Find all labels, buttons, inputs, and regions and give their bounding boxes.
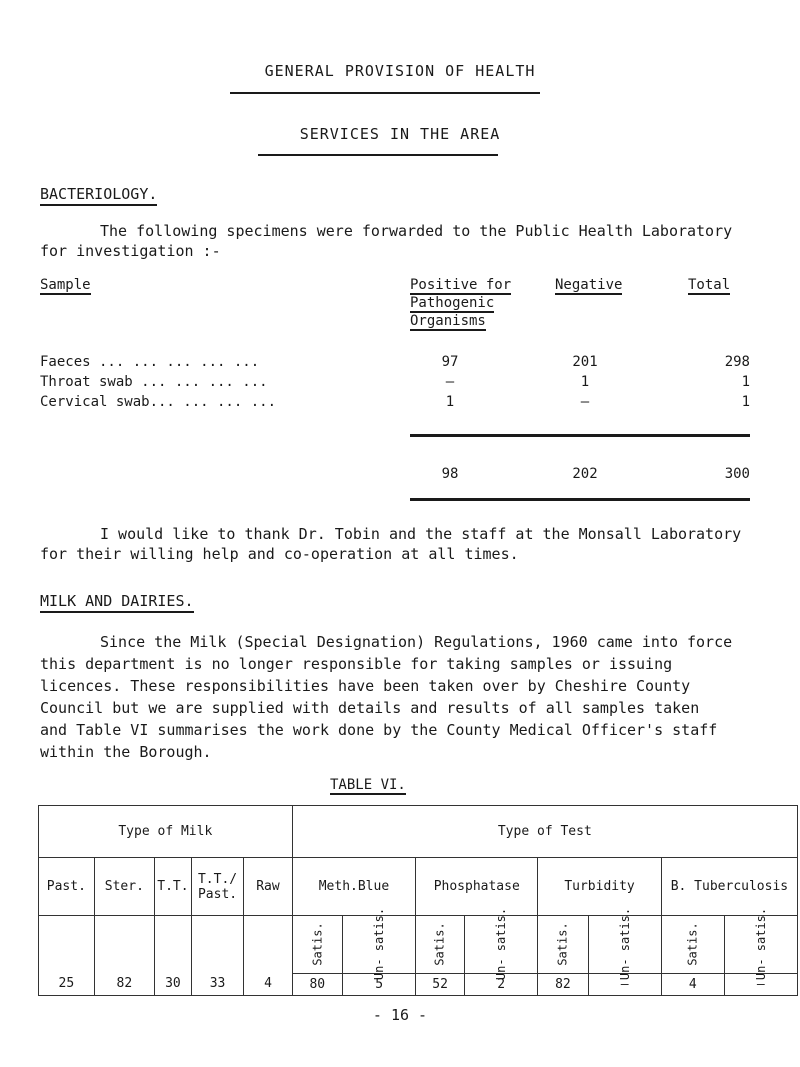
bacteriology-intro-1: The following specimens were forwarded to the Public Health Laboratory bbox=[100, 222, 733, 240]
col-total: Total bbox=[688, 277, 731, 293]
negative-value: 201 bbox=[572, 354, 598, 370]
total-value: 1 bbox=[741, 374, 750, 390]
milk-line: and Table VI summarises the work done by the County Medical Officer's staff bbox=[40, 721, 718, 739]
subtitle-rule bbox=[258, 154, 498, 156]
milk-type-raw: Raw bbox=[244, 858, 292, 916]
sub-label-unsatis: Un- satis. bbox=[465, 916, 538, 974]
positive-value: 97 bbox=[441, 354, 459, 370]
test-type-turbidity: Turbidity bbox=[538, 858, 662, 916]
sub-label-satis: Satis. bbox=[292, 916, 342, 974]
col-positive: Positive for Pathogenic Organisms bbox=[410, 277, 512, 329]
milk-value: 25 bbox=[39, 916, 95, 996]
totals-rule-top bbox=[410, 434, 750, 437]
sub-label-unsatis: Un- satis. bbox=[588, 916, 661, 974]
milk-line: Council but we are supplied with details and results of all samples taken bbox=[40, 699, 700, 717]
table-vi bbox=[38, 805, 798, 996]
total-positive: 98 bbox=[441, 466, 459, 482]
sub-label-unsatis: Un- satis. bbox=[724, 916, 797, 974]
bacteriology-heading: BACTERIOLOGY. bbox=[40, 184, 157, 206]
sub-label-unsatis: Un- satis. bbox=[342, 916, 415, 974]
test-value: – bbox=[724, 974, 797, 996]
page-title: GENERAL PROVISION OF HEALTH bbox=[264, 62, 536, 80]
positive-value: 1 bbox=[445, 394, 455, 410]
sample-label: Faeces ... ... ... ... ... bbox=[40, 354, 260, 370]
total-negative: 202 bbox=[572, 466, 598, 482]
test-value: – bbox=[588, 974, 661, 996]
totals-rule-bottom bbox=[410, 498, 750, 501]
milk-type-past: Past. bbox=[39, 858, 95, 916]
milk-heading: MILK AND DAIRIES. bbox=[40, 591, 194, 613]
thanks-line-1: I would like to thank Dr. Tobin and the staff at the Monsall Laboratory bbox=[100, 525, 742, 543]
test-value: 80 bbox=[292, 974, 342, 996]
milk-type-tt-past: T.T./ Past. bbox=[191, 858, 244, 916]
milk-value: 82 bbox=[94, 916, 154, 996]
table-caption: TABLE VI. bbox=[330, 777, 406, 793]
sample-label: Throat swab ... ... ... ... bbox=[40, 374, 268, 390]
test-type-b-tuberculosis: B. Tuberculosis bbox=[661, 858, 797, 916]
test-value: 2 bbox=[465, 974, 538, 996]
page-subtitle: SERVICES IN THE AREA bbox=[299, 125, 501, 143]
milk-line: licences. These responsibilities have been taken over by Cheshire County bbox=[40, 677, 691, 695]
milk-line: within the Borough. bbox=[40, 743, 212, 761]
test-value: 4 bbox=[661, 974, 724, 996]
group-type-of-test: Type of Test bbox=[292, 806, 797, 858]
positive-value: – bbox=[445, 374, 455, 390]
thanks-line-2: for their willing help and co-operation at all times. bbox=[40, 545, 519, 563]
test-value: 82 bbox=[538, 974, 588, 996]
total-value: 298 bbox=[724, 354, 750, 370]
page-number: - 16 - bbox=[372, 1006, 428, 1024]
milk-line: this department is no longer responsible for taking samples or issuing bbox=[40, 655, 673, 673]
milk-value: 4 bbox=[244, 916, 292, 996]
test-type-phosphatase: Phosphatase bbox=[416, 858, 538, 916]
sub-label-satis: Satis. bbox=[538, 916, 588, 974]
bacteriology-intro-2: for investigation :- bbox=[40, 242, 221, 260]
sample-label: Cervical swab... ... ... ... bbox=[40, 394, 277, 410]
test-value: 52 bbox=[416, 974, 465, 996]
milk-type-tt: T.T. bbox=[155, 858, 192, 916]
negative-value: – bbox=[580, 394, 590, 410]
test-type-meth-blue: Meth.Blue bbox=[292, 858, 416, 916]
milk-line: Since the Milk (Special Designation) Regulations, 1960 came into force bbox=[100, 633, 733, 651]
milk-value: 33 bbox=[191, 916, 244, 996]
title-rule bbox=[230, 92, 540, 94]
milk-type-ster: Ster. bbox=[94, 858, 154, 916]
test-value: 5 bbox=[342, 974, 415, 996]
col-sample: Sample bbox=[40, 277, 91, 293]
total-grand: 300 bbox=[724, 466, 750, 482]
sub-label-satis: Satis. bbox=[661, 916, 724, 974]
negative-value: 1 bbox=[580, 374, 590, 390]
sub-label-satis: Satis. bbox=[416, 916, 465, 974]
total-value: 1 bbox=[741, 394, 750, 410]
col-negative: Negative bbox=[555, 277, 623, 293]
group-type-of-milk: Type of Milk bbox=[39, 806, 293, 858]
milk-value: 30 bbox=[155, 916, 192, 996]
